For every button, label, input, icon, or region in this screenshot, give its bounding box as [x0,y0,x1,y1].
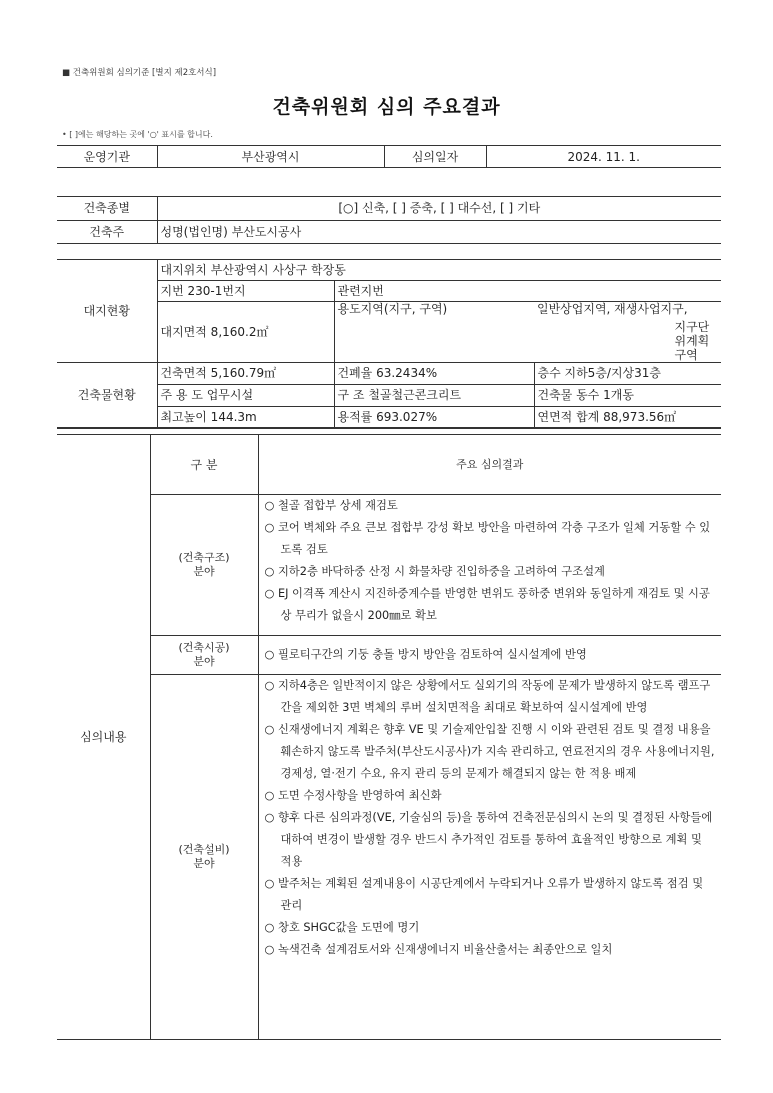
result-item: ○ EJ 이격폭 계산시 지진하중계수를 반영한 변위도 풍하중 변위와 동일하게 재검토 및 시공상 무리가 없을시 200㎜로 확보 [264,587,710,622]
date-value: 2024. 11. 1. [486,146,721,168]
max-height: 최고높이 144.3m [157,406,334,428]
org-label: 운영기관 [57,146,157,168]
category-structure-line1: (건축구조) [178,551,230,564]
site-label: 대지현황 [57,260,157,363]
building-area: 건축면적 5,160.79㎡ [157,362,334,384]
date-label: 심의일자 [384,146,486,168]
review-table [57,434,721,1040]
floor-area-ratio: 용적률 693.027% [334,406,534,428]
result-item: ○ 필로티구간의 기둥 충돌 방지 방안을 검토하여 실시설계에 반영 [264,648,587,661]
category-construction-line2: 분야 [193,655,215,668]
main-use: 주 용 도 업무시설 [157,384,334,406]
page-title: 건축위원회 심의 주요결과 [272,96,501,118]
category-construction-line1: (건축시공) [178,641,230,654]
building-count: 건축물 동수 1개동 [534,384,721,406]
category-mechanical-line1: (건축설비) [178,843,230,856]
site-area: 대지면적 8,160.2㎡ [157,302,334,363]
org-table [57,145,721,168]
result-item: ○ 도면 수정사항을 반영하여 최신화 [264,789,442,802]
site-location: 대지위치 부산광역시 사상구 학장동 [157,260,721,281]
result-item: ○ 신재생에너지 계획은 향후 VE 및 기술제안입찰 진행 시 이와 관련된 검토 및 결정 내용을 훼손하지 않도록 발주처(부산도시공사)가 지속 관리하고, 연료전지의 경우 사용에너지원, 경제성, 열·전기 수요, 유지 관리 등의 문제가 해결되지 않는 한 적용 배제 [264,723,715,780]
category-structure-line2: 분야 [193,565,215,578]
result-header: 주요 심의결과 [258,435,721,495]
result-item: ○ 지하2층 바닥하중 산정 시 화물차량 진입하중을 고려하여 구조설계 [264,565,605,578]
zone-label: 용도지역(지구, 구역) [334,302,534,320]
result-structure [258,495,721,636]
category-mechanical [150,675,258,1040]
site-lot: 지번 230-1번지 [157,281,334,302]
result-item: ○ 지하4층은 일반적이지 않은 상황에서도 실외기의 작동에 문제가 발생하지 않도록 램프구간을 제외한 3면 벽체의 루버 설치면적을 최대로 확보하여 실시설계에 반영 [264,679,711,714]
zone-value-1: 일반상업지역, 재생사업지구, [534,302,721,320]
gross-area: 연면적 합계 88,973.56㎡ [534,406,721,428]
building-type-options: [○] 신축, [ ] 증축, [ ] 대수선, [ ] 기타 [157,197,721,221]
owner-value: 성명(법인명) 부산도시공사 [157,220,721,244]
form-code: ■ 건축위원회 심의기준 [별지 제2호서식] [62,68,217,78]
related-lot: 관련지번 [334,281,721,302]
result-mechanical [258,675,721,1040]
review-section-label: 심의내용 [57,435,150,1040]
result-item: ○ 녹색건축 설계검토서와 신재생에너지 비율산출서는 최종안으로 일치 [264,943,613,956]
building-type-label: 건축종별 [57,197,157,221]
site-building-table [57,259,721,429]
result-item: ○ 코어 벽체와 주요 큰보 접합부 강성 확보 방안을 마련하여 각층 구조가 일체 거동할 수 있도록 검토 [264,521,711,556]
building-label: 건축물현황 [57,362,157,428]
owner-label: 건축주 [57,220,157,244]
category-structure [150,495,258,636]
structure: 구 조 철골철근콘크리트 [334,384,534,406]
result-item: ○ 창호 SHGC값을 도면에 명기 [264,921,420,934]
instruction-note: • [ ]에는 해당하는 곳에 '○' 표시를 합니다. [62,130,213,139]
coverage-ratio: 건폐율 63.2434% [334,362,534,384]
divider-line [57,427,721,428]
category-mechanical-line2: 분야 [193,857,215,870]
result-construction [258,636,721,675]
floors: 층수 지하5층/지상31층 [534,362,721,384]
result-item: ○ 철골 접합부 상세 재검토 [264,499,398,512]
category-construction [150,636,258,675]
building-type-table [57,196,721,244]
zone-value-2: 지구단위계획구역 [334,320,721,363]
org-value: 부산광역시 [157,146,384,168]
result-item: ○ 발주처는 계획된 설계내용이 시공단계에서 누락되거나 오류가 발생하지 않도록 점검 및 관리 [264,877,704,912]
result-item: ○ 향후 다른 심의과정(VE, 기술심의 등)을 통하여 건축전문심의시 논의 및 결정된 사항들에 대하여 변경이 발생할 경우 반드시 추가적인 검토를 통하여 효율적인 방향으로 계획 및 적용 [264,811,713,868]
category-header: 구 분 [150,435,258,495]
